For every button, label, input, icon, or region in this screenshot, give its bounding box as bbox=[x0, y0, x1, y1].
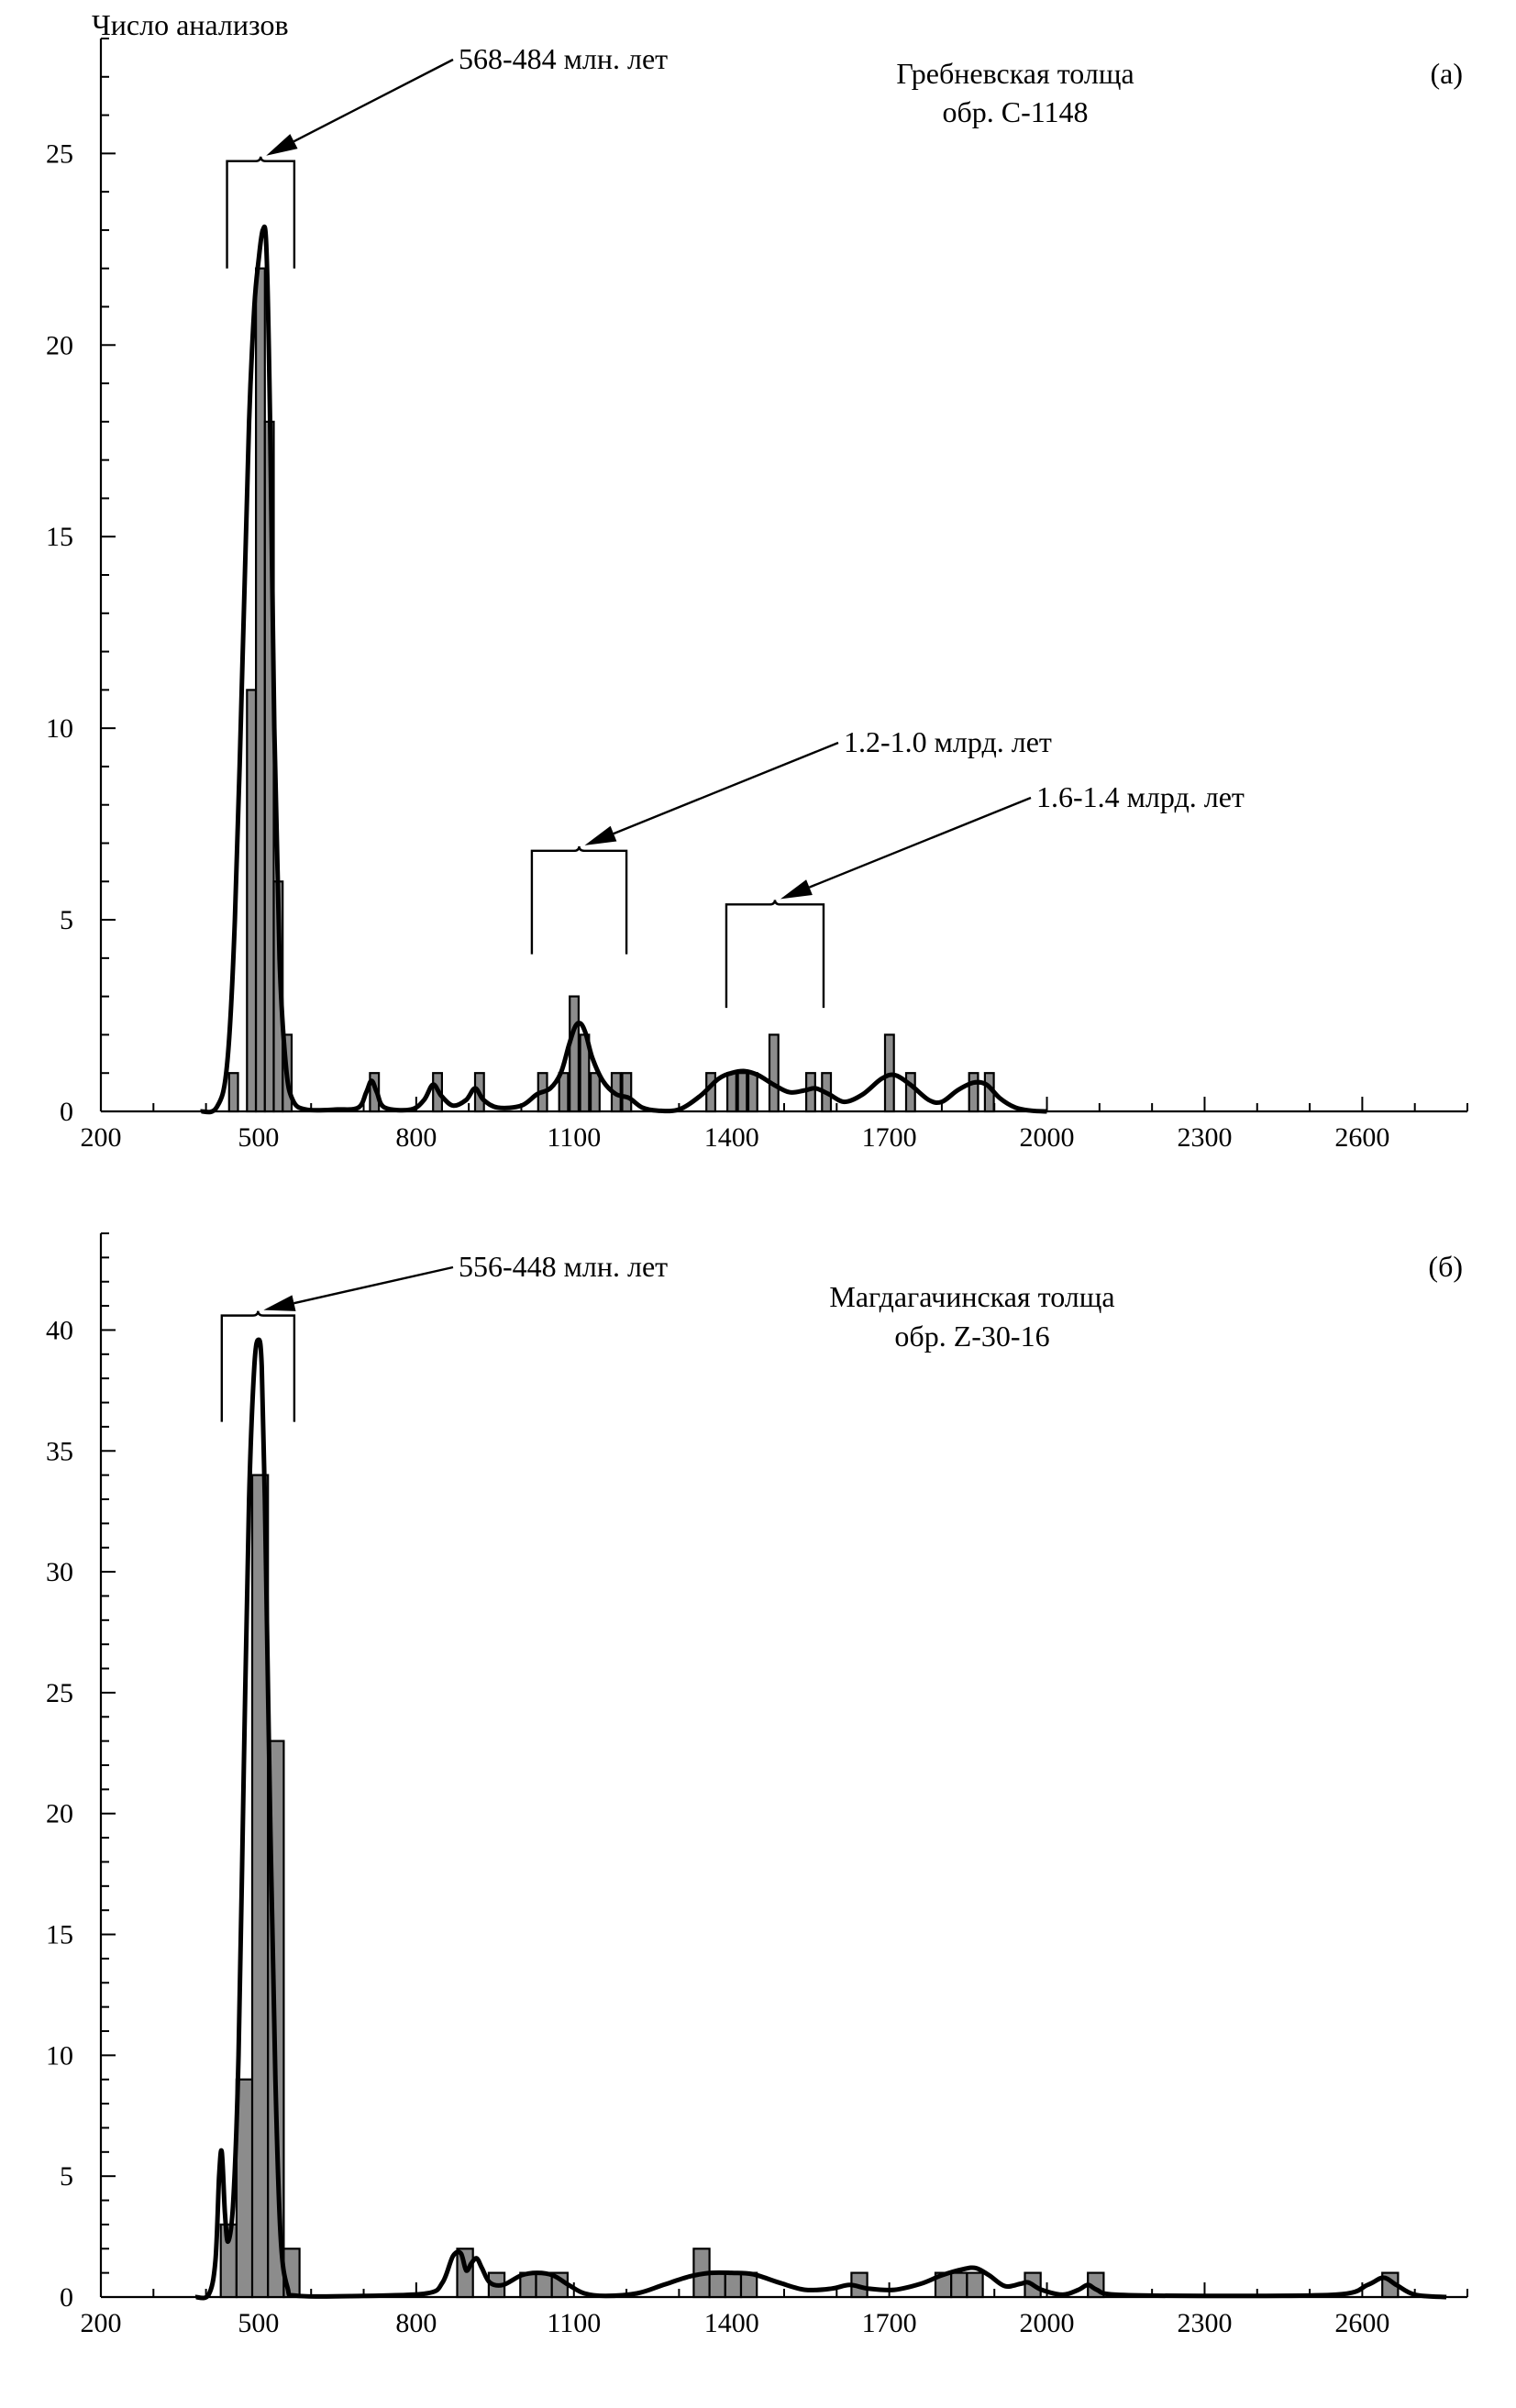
y-tick-label: 10 bbox=[46, 2040, 73, 2071]
y-tick-label: 30 bbox=[46, 1557, 73, 1588]
x-tick-label: 200 bbox=[80, 2308, 122, 2338]
histogram-bar bbox=[710, 2273, 725, 2297]
x-tick-label: 2300 bbox=[1177, 2308, 1233, 2338]
histogram-bar bbox=[738, 1073, 747, 1111]
histogram-bar bbox=[229, 1073, 238, 1111]
sample-name: Гребневская толща bbox=[896, 57, 1134, 90]
histogram-bar bbox=[806, 1073, 815, 1111]
histogram-bar bbox=[727, 1073, 736, 1111]
histogram-bar bbox=[769, 1034, 779, 1111]
x-tick-label: 2300 bbox=[1177, 1122, 1233, 1153]
x-tick-label: 2000 bbox=[1019, 2308, 1075, 2338]
age-range-label: 568-484 млн. лет bbox=[459, 42, 669, 75]
histogram-bar bbox=[591, 1073, 600, 1111]
x-tick-label: 500 bbox=[238, 2308, 280, 2338]
y-tick-label: 5 bbox=[60, 2161, 73, 2193]
histogram-bar bbox=[247, 690, 256, 1111]
x-tick-label: 1100 bbox=[547, 1122, 602, 1153]
x-tick-label: 1700 bbox=[861, 2308, 917, 2338]
x-tick-label: 2600 bbox=[1334, 1122, 1390, 1153]
sample-id: обр. С-1148 bbox=[942, 95, 1089, 128]
y-tick-label: 20 bbox=[46, 1798, 73, 1829]
x-tick-label: 1100 bbox=[547, 2308, 602, 2338]
sample-name: Магдагачинская толща bbox=[829, 1280, 1115, 1313]
x-tick-label: 1400 bbox=[703, 1122, 759, 1153]
histogram-bar bbox=[951, 2273, 967, 2297]
y-tick-label: 35 bbox=[46, 1436, 73, 1467]
sample-id: обр. Z-30-16 bbox=[894, 1320, 1050, 1353]
x-tick-label: 800 bbox=[395, 1122, 437, 1153]
y-tick-label: 25 bbox=[46, 1677, 73, 1708]
y-tick-label: 10 bbox=[46, 713, 73, 745]
histogram-bar bbox=[458, 2248, 473, 2297]
x-tick-label: 1700 bbox=[861, 1122, 917, 1153]
y-tick-label: 15 bbox=[46, 1919, 73, 1950]
histogram-bar bbox=[969, 1073, 979, 1111]
age-range-label: 1.2-1.0 млрд. лет bbox=[844, 725, 1052, 758]
y-tick-label: 40 bbox=[46, 1315, 73, 1346]
y-tick-label: 0 bbox=[60, 1097, 73, 1127]
histogram-bar bbox=[967, 2273, 982, 2297]
y-tick-label: 0 bbox=[60, 2282, 73, 2313]
age-range-label: 1.6-1.4 млрд. лет bbox=[1036, 780, 1245, 813]
histogram-bar bbox=[559, 1073, 569, 1111]
y-tick-label: 25 bbox=[46, 138, 73, 170]
x-tick-label: 800 bbox=[395, 2308, 437, 2338]
x-tick-label: 500 bbox=[238, 1122, 280, 1153]
x-tick-label: 1400 bbox=[703, 2308, 759, 2338]
histogram-bar bbox=[623, 1073, 632, 1111]
panel-label: (а) bbox=[1430, 57, 1463, 90]
x-tick-label: 2600 bbox=[1334, 2308, 1390, 2338]
y-axis-label: Число анализов bbox=[92, 8, 289, 41]
y-tick-label: 15 bbox=[46, 522, 73, 553]
y-tick-label: 20 bbox=[46, 330, 73, 361]
age-range-label: 556-448 млн. лет bbox=[459, 1250, 669, 1283]
histogram-bar bbox=[748, 1073, 758, 1111]
x-tick-label: 200 bbox=[80, 1122, 122, 1153]
histogram-bar bbox=[725, 2273, 741, 2297]
histogram-bar bbox=[256, 269, 265, 1111]
panel-label: (б) bbox=[1428, 1250, 1463, 1283]
x-tick-label: 2000 bbox=[1019, 1122, 1075, 1153]
histogram-bar bbox=[570, 997, 579, 1111]
histogram-bar bbox=[906, 1073, 915, 1111]
y-tick-label: 5 bbox=[60, 905, 73, 936]
